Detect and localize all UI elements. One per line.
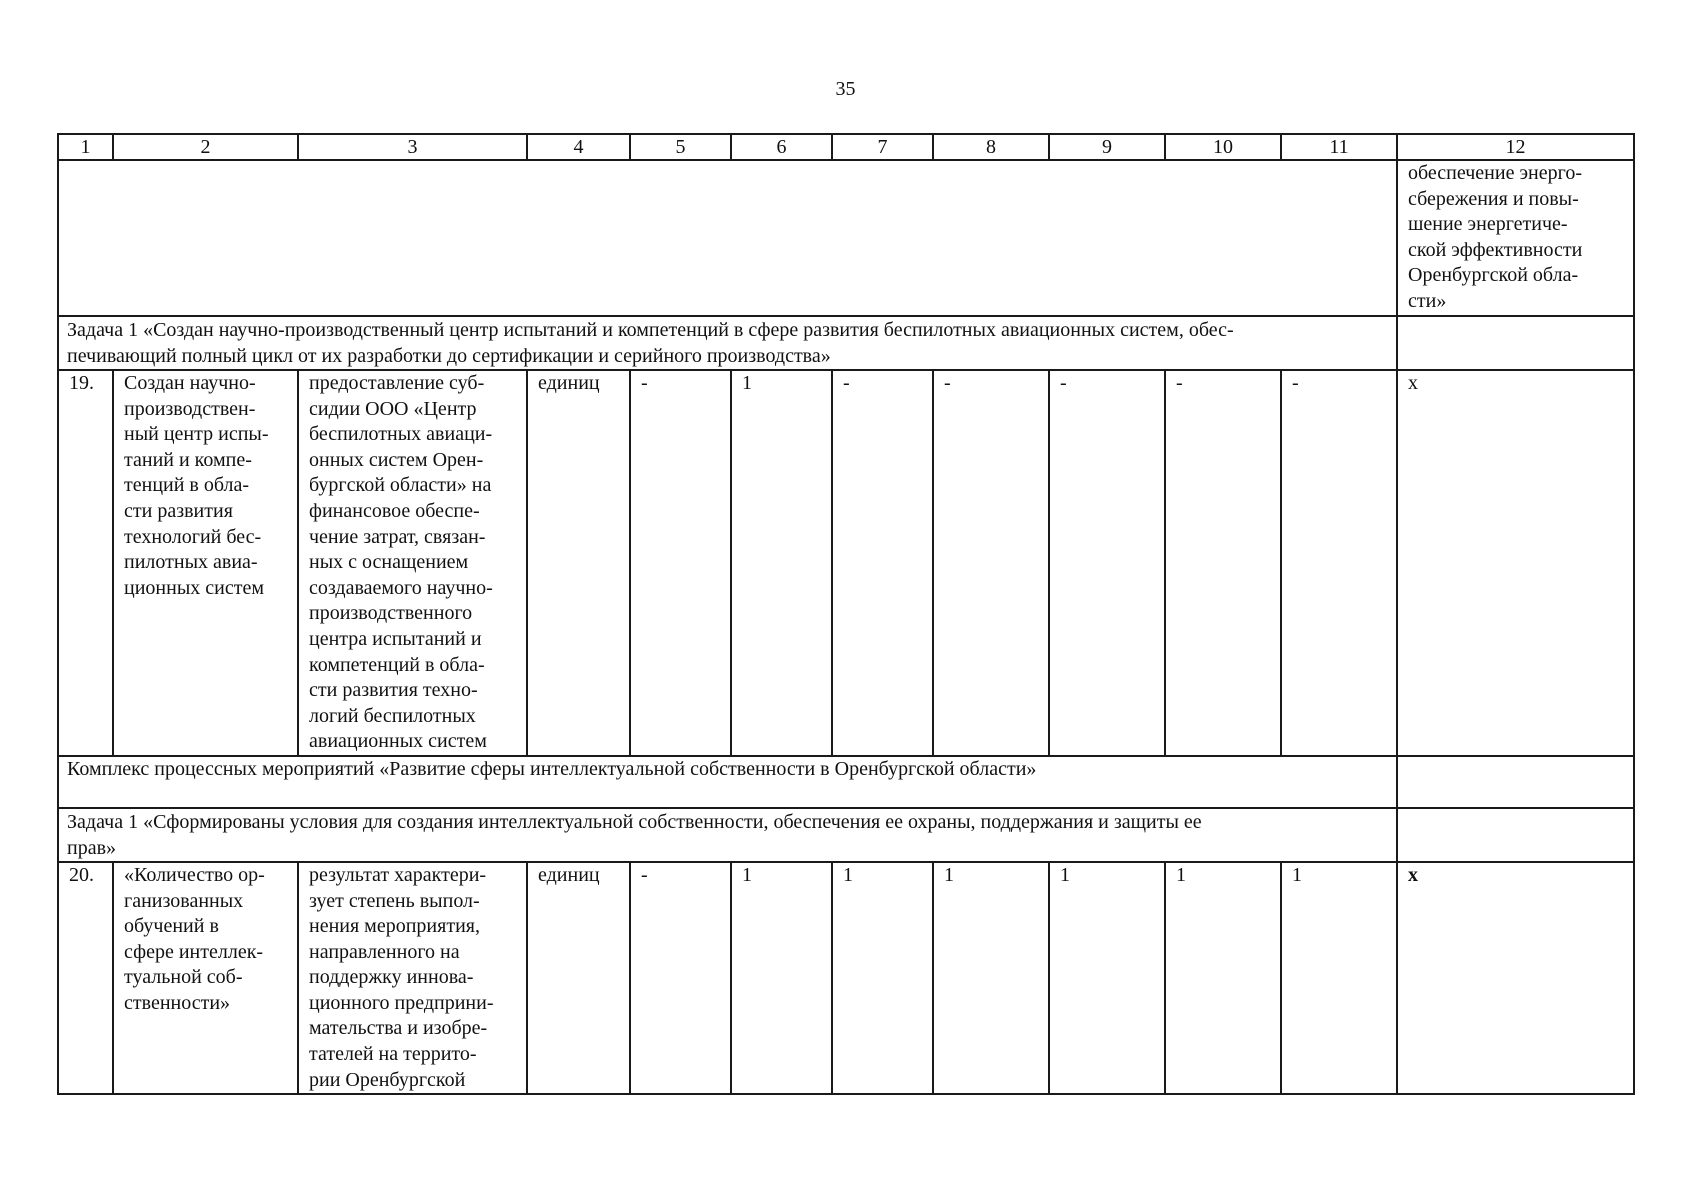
- value-cell: 1: [1165, 862, 1281, 1094]
- value-cell: -: [630, 862, 731, 1094]
- column-number-row: [58, 134, 1634, 160]
- continuation-row: [58, 160, 1634, 316]
- column-number: 1: [58, 134, 113, 160]
- value-cell: 1: [832, 862, 933, 1094]
- column-number: 3: [298, 134, 527, 160]
- indicator-name: Создан научно- производствен- ный центр испы- таний и компе- тенций в обла- сти развития технологий бес- пилотных авиа- ционных систем: [113, 370, 298, 756]
- table-row: [58, 862, 1634, 1094]
- column-number: 2: [113, 134, 298, 160]
- column-number: 4: [527, 134, 630, 160]
- column-number: 10: [1165, 134, 1281, 160]
- task-row: [58, 316, 1634, 370]
- value-cell: -: [630, 370, 731, 756]
- column-number: 11: [1281, 134, 1397, 160]
- value-cell: 1: [731, 862, 832, 1094]
- value-cell: 1: [933, 862, 1049, 1094]
- value-cell: -: [832, 370, 933, 756]
- continuation-empty-cell: [58, 160, 1397, 316]
- value-cell: -: [1281, 370, 1397, 756]
- unit-cell: единиц: [527, 862, 630, 1094]
- column-number: 12: [1397, 134, 1634, 160]
- column-number: 9: [1049, 134, 1165, 160]
- value-cell: 1: [731, 370, 832, 756]
- unit-cell: единиц: [527, 370, 630, 756]
- indicators-table: [57, 133, 1635, 1095]
- table-row: [58, 370, 1634, 756]
- task-row: [58, 808, 1634, 862]
- indicator-name: «Количество ор- ганизованных обучений в сфере интеллек- туальной соб- ственности»: [113, 862, 298, 1094]
- indicator-description: результат характери- зует степень выпол- нения мероприятия, направленного на поддержку иннова- ционного предприни- мательства и изобре- тателей на террито- рии Оренбургской: [298, 862, 527, 1094]
- task-col12-cell: [1397, 316, 1634, 370]
- complex-row: [58, 756, 1634, 808]
- value-cell: 1: [1281, 862, 1397, 1094]
- row-number: 19.: [58, 370, 113, 756]
- continuation-text: обеспечение энерго- сбережения и повы- шение энергетиче- ской эффективности Оренбургской обла- сти»: [1397, 160, 1634, 316]
- value-cell: -: [1049, 370, 1165, 756]
- col12-cell: x: [1397, 370, 1634, 756]
- value-cell: 1: [1049, 862, 1165, 1094]
- task-col12-cell: [1397, 808, 1634, 862]
- column-number: 7: [832, 134, 933, 160]
- row-number: 20.: [58, 862, 113, 1094]
- task-title: Задача 1 «Создан научно-производственный центр испытаний и компетенций в сфере развития беспилотных авиационных систем, обес- печивающий полный цикл от их разработки до сертификации и серийного производства»: [58, 316, 1397, 370]
- column-number: 6: [731, 134, 832, 160]
- page-number: 35: [835, 78, 856, 100]
- indicator-description: предоставление суб- сидии ООО «Центр беспилотных авиаци- онных систем Орен- бургской области» на финансовое обеспе- чение затрат, связан- ных с оснащением создаваемого научно- производственного центра испытаний и компетенций в обла- сти развития техно- логий беспилотных авиационных систем: [298, 370, 527, 756]
- column-number: 5: [630, 134, 731, 160]
- col12-cell: x: [1397, 862, 1634, 1094]
- complex-title: Комплекс процессных мероприятий «Развитие сферы интеллектуальной собственности в Оренбургской области»: [58, 756, 1397, 808]
- complex-col12-cell: [1397, 756, 1634, 808]
- column-number: 8: [933, 134, 1049, 160]
- value-cell: -: [1165, 370, 1281, 756]
- value-cell: -: [933, 370, 1049, 756]
- task-title: Задача 1 «Сформированы условия для создания интеллектуальной собственности, обеспечения ее охраны, поддержания и защиты ее прав»: [58, 808, 1397, 862]
